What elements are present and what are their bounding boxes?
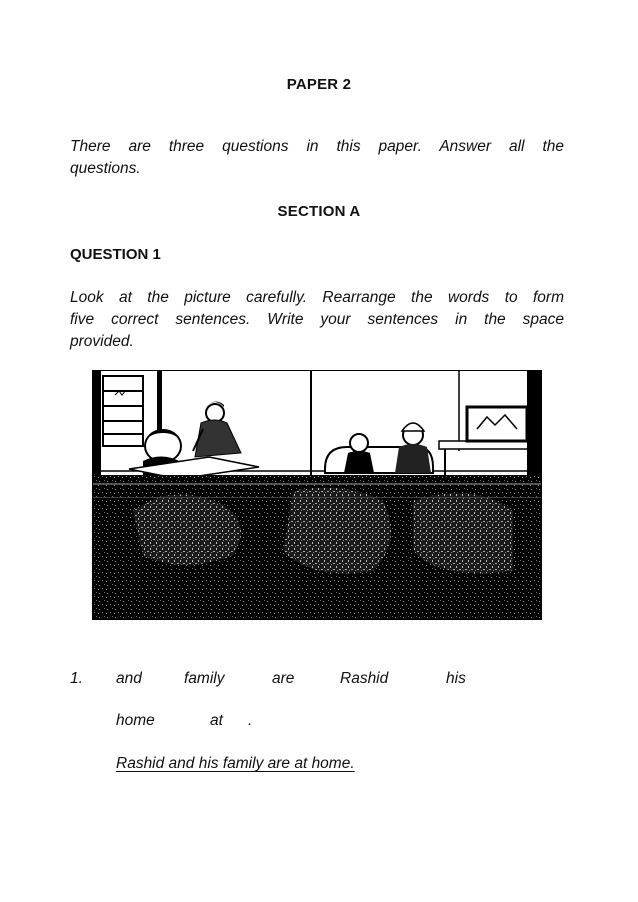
section-title: SECTION A: [277, 203, 361, 220]
item-1-word: home: [116, 712, 155, 729]
picture-illustration: [93, 371, 541, 619]
family-at-home-picture: [92, 370, 542, 620]
item-1-answer: Rashid and his family are at home.: [116, 755, 355, 772]
question-text-line-3: provided.: [70, 333, 134, 350]
item-1-number: 1.: [70, 670, 83, 687]
item-1-word: are: [272, 670, 295, 687]
item-1-word: at: [210, 712, 223, 729]
item-1-word: Rashid: [340, 670, 389, 687]
instructions-line-2: questions.: [70, 160, 141, 177]
question-text-line-2: five correct sentences. Write your sentences in the space: [70, 311, 564, 328]
question-title: QUESTION 1: [70, 246, 161, 263]
item-1-word: family: [184, 670, 225, 687]
item-1-word: and: [116, 670, 142, 687]
item-1-word: .: [248, 712, 253, 729]
instructions-line-1: There are three questions in this paper. Answer all the: [70, 138, 564, 155]
question-text-line-1: Look at the picture carefully. Rearrange the words to form: [70, 289, 564, 306]
paper-title: PAPER 2: [286, 76, 352, 93]
item-1-word: his: [446, 670, 466, 687]
